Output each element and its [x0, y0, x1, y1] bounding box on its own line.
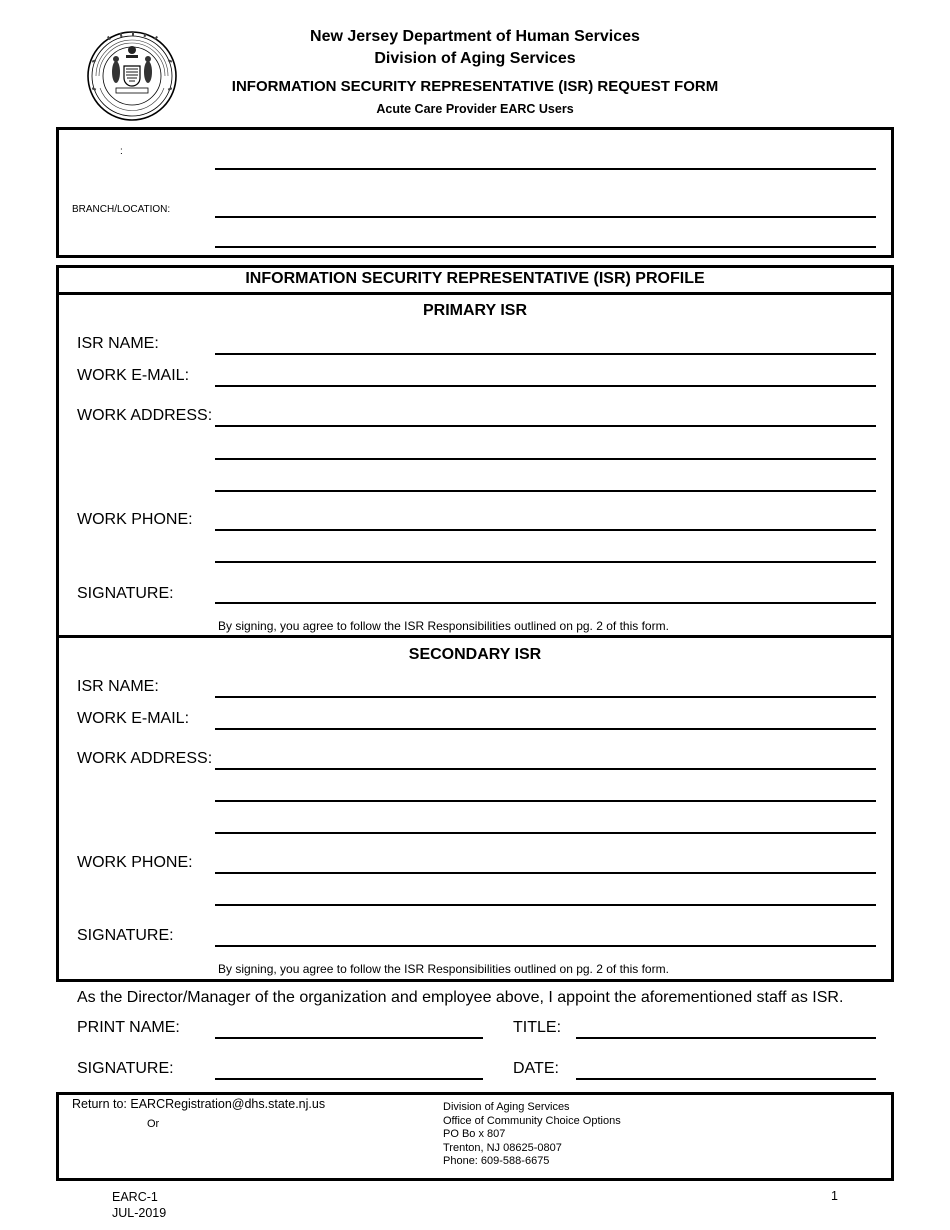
address-line: Division of Aging Services	[443, 1101, 570, 1113]
secondary-work-phone-label: WORK PHONE:	[77, 854, 193, 871]
secondary-signature-label: SIGNATURE:	[77, 927, 174, 944]
form-subtitle: Acute Care Provider EARC Users	[376, 102, 574, 116]
title-field[interactable]	[576, 1037, 876, 1039]
branch-location-field[interactable]	[215, 216, 876, 218]
isr-profile-title: INFORMATION SECURITY REPRESENTATIVE (ISR) PROFILE	[245, 270, 705, 287]
secondary-work-address-label: WORK ADDRESS:	[77, 750, 213, 767]
primary-isr-heading: PRIMARY ISR	[422, 302, 527, 319]
print-name-label: PRINT NAME:	[77, 1019, 180, 1036]
secondary-work-address-field-line-3[interactable]	[215, 832, 876, 834]
secondary-signature-field[interactable]	[215, 945, 876, 947]
form-title: INFORMATION SECURITY REPRESENTATIVE (ISR) REQUEST FORM	[231, 78, 719, 95]
primary-isr-name-field[interactable]	[215, 353, 876, 355]
date-label: DATE:	[513, 1060, 559, 1077]
primary-work-phone-field-line-2[interactable]	[215, 561, 876, 563]
primary-work-address-field-line-3[interactable]	[215, 490, 876, 492]
primary-isr-name-label: ISR NAME:	[77, 335, 159, 352]
secondary-work-email-label: WORK E-MAIL:	[77, 710, 190, 727]
director-signature-label: SIGNATURE:	[77, 1060, 174, 1077]
secondary-work-phone-field-line-1[interactable]	[215, 872, 876, 874]
print-name-field[interactable]	[215, 1037, 483, 1039]
secondary-work-address-field-line-2[interactable]	[215, 800, 876, 802]
address-line: Trenton, NJ 08625-0807	[443, 1141, 562, 1154]
form-id: EARC-1	[112, 1190, 158, 1204]
primary-signing-note: By signing, you agree to follow the ISR Responsibilities outlined on pg. 2 of this form.	[218, 619, 669, 633]
secondary-isr-name-field[interactable]	[215, 696, 876, 698]
director-signature-field[interactable]	[215, 1078, 483, 1080]
return-email: Return to: EARCRegistration@dhs.state.nj.us	[72, 1097, 326, 1111]
return-or: Or	[147, 1118, 160, 1130]
primary-signature-field[interactable]	[215, 602, 876, 604]
mailing-address	[443, 1101, 621, 1169]
secondary-work-address-field-line-1[interactable]	[215, 768, 876, 770]
appointment-statement: As the Director/Manager of the organization and employee above, I appoint the aforementioned staff as ISR.	[77, 989, 844, 1006]
primary-work-address-label: WORK ADDRESS:	[77, 407, 213, 424]
page-number: 1	[831, 1189, 838, 1203]
secondary-isr-name-label: ISR NAME:	[77, 678, 159, 695]
organization-field[interactable]	[215, 168, 876, 170]
form-revision: JUL-2019	[112, 1206, 167, 1220]
address-line: PO Bo x 807	[443, 1128, 506, 1140]
primary-work-email-label: WORK E-MAIL:	[77, 367, 190, 384]
secondary-signing-note: By signing, you agree to follow the ISR Responsibilities outlined on pg. 2 of this form.	[218, 962, 669, 976]
primary-work-address-field-line-2[interactable]	[215, 458, 876, 460]
branch-location-field-line-2[interactable]	[215, 246, 876, 248]
title-label: TITLE:	[513, 1019, 562, 1036]
secondary-isr-heading: SECONDARY ISR	[408, 646, 542, 663]
address-line: Office of Community Choice Options	[443, 1114, 621, 1127]
primary-work-phone-label: WORK PHONE:	[77, 511, 193, 528]
primary-signature-label: SIGNATURE:	[77, 585, 174, 602]
primary-work-address-field-line-1[interactable]	[215, 425, 876, 427]
division-name: Division of Aging Services	[374, 50, 576, 67]
primary-work-email-field[interactable]	[215, 385, 876, 387]
address-line: Phone: 609-588-6675	[443, 1155, 550, 1167]
branch-location-label: BRANCH/LOCATION:	[72, 204, 171, 215]
organization-field-label: :	[120, 146, 123, 157]
secondary-work-phone-field-line-2[interactable]	[215, 904, 876, 906]
date-field[interactable]	[576, 1078, 876, 1080]
primary-secondary-divider	[56, 635, 894, 638]
profile-title-divider	[56, 292, 894, 295]
organization-box	[56, 127, 894, 258]
agency-name: New Jersey Department of Human Services	[310, 28, 640, 45]
primary-work-phone-field-line-1[interactable]	[215, 529, 876, 531]
secondary-work-email-field[interactable]	[215, 728, 876, 730]
